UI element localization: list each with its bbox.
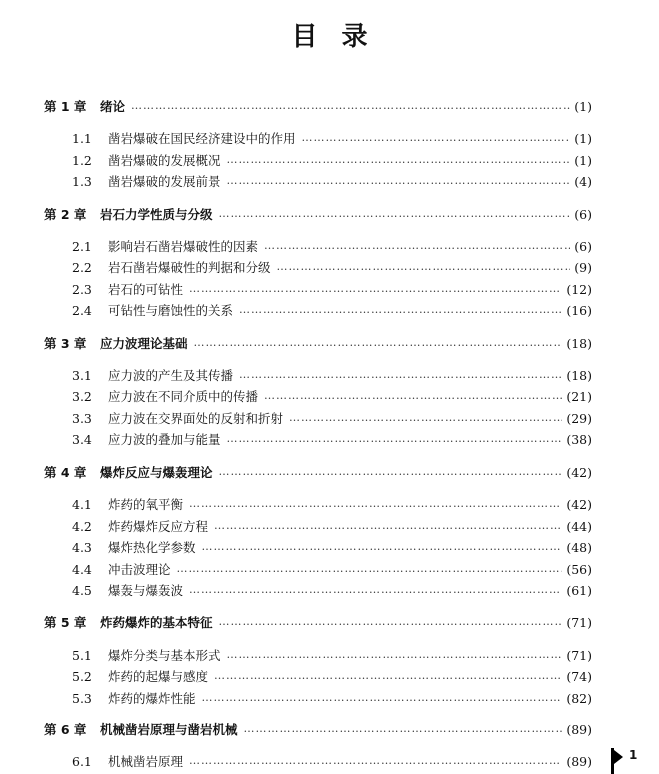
toc-section-row[interactable] xyxy=(72,172,592,190)
page-ref: (89) xyxy=(566,721,592,737)
section-title: 可钻性与磨蚀性的关系 xyxy=(108,303,234,318)
section-number: 2.2 xyxy=(72,259,92,275)
section-number: 3.2 xyxy=(72,388,92,404)
leader-dots xyxy=(227,430,563,448)
page-ref: (61) xyxy=(566,582,592,598)
section-title: 爆轰与爆轰波 xyxy=(108,583,184,598)
leader-dots xyxy=(227,172,571,190)
title-char-2: 录 xyxy=(341,22,368,52)
page-ref: (42) xyxy=(566,496,592,512)
section-title: 凿岩爆破的发展前景 xyxy=(108,174,221,189)
section-number: 6.1 xyxy=(72,753,92,769)
leader-dots xyxy=(189,752,562,770)
section-title: 影响岩石凿岩爆破性的因素 xyxy=(108,239,259,254)
section-number: 2.4 xyxy=(72,302,92,318)
page-ref: (12) xyxy=(566,281,592,297)
section-title: 炸药爆炸反应方程 xyxy=(108,519,209,534)
toc-section-row[interactable] xyxy=(72,387,592,405)
toc-section-row[interactable] xyxy=(72,151,592,169)
leader-dots xyxy=(202,538,563,556)
toc-section-row[interactable] xyxy=(72,409,592,427)
leader-dots xyxy=(289,409,562,427)
toc-section-row[interactable] xyxy=(72,280,592,298)
page-ref: (48) xyxy=(566,539,592,555)
leader-dots xyxy=(131,97,570,115)
chapter-title: 炸药爆炸的基本特征 xyxy=(100,615,213,630)
page-ref: (6) xyxy=(574,206,592,222)
page-ref: (6) xyxy=(574,238,592,254)
page-ref: (1) xyxy=(574,130,592,146)
page-ref: (82) xyxy=(566,690,592,706)
section-title: 应力波在交界面处的反射和折射 xyxy=(108,411,284,426)
section-number: 5.3 xyxy=(72,690,92,706)
toc-chapter-row[interactable] xyxy=(44,613,592,631)
toc-section-row[interactable] xyxy=(72,517,592,535)
section-title: 机械凿岩原理 xyxy=(108,754,184,769)
page-ref: (71) xyxy=(566,647,592,663)
section-title: 爆炸热化学参数 xyxy=(108,540,196,555)
toc-chapter-row[interactable] xyxy=(44,463,592,481)
page-ref: (1) xyxy=(574,152,592,168)
toc-section-row[interactable] xyxy=(72,581,592,599)
leader-dots xyxy=(227,151,571,169)
toc-section-row[interactable] xyxy=(72,689,592,707)
page-ref: (89) xyxy=(566,753,592,769)
leader-dots xyxy=(214,517,562,535)
leader-dots xyxy=(219,205,571,223)
leader-dots xyxy=(264,387,562,405)
chapter-number: 第 6 章 xyxy=(44,722,87,737)
toc-section-row[interactable] xyxy=(72,129,592,147)
toc-chapter-row[interactable] xyxy=(44,205,592,223)
leader-dots xyxy=(239,366,562,384)
section-number: 4.3 xyxy=(72,539,92,555)
leader-dots xyxy=(302,129,571,147)
chapter-title: 应力波理论基础 xyxy=(100,336,188,351)
toc-section-row[interactable] xyxy=(72,430,592,448)
section-number: 4.5 xyxy=(72,582,92,598)
toc-section-row[interactable] xyxy=(72,258,592,276)
section-number: 3.1 xyxy=(72,367,92,383)
section-number: 3.3 xyxy=(72,410,92,426)
page-ref: (16) xyxy=(566,302,592,318)
leader-dots xyxy=(239,301,562,319)
page-ref: (21) xyxy=(566,388,592,404)
page-ref: (71) xyxy=(566,614,592,630)
section-title: 凿岩爆破在国民经济建设中的作用 xyxy=(108,131,296,146)
leader-dots xyxy=(177,560,563,578)
section-number: 5.2 xyxy=(72,668,92,684)
section-title: 炸药的起爆与感度 xyxy=(108,669,209,684)
page-ref: (29) xyxy=(566,410,592,426)
toc-section-row[interactable] xyxy=(72,667,592,685)
section-title: 冲击波理论 xyxy=(108,562,171,577)
page-ref: (4) xyxy=(574,173,592,189)
title-char-1: 目 xyxy=(291,22,318,52)
section-title: 炸药的氧平衡 xyxy=(108,497,184,512)
page-number: 1 xyxy=(629,748,638,762)
section-number: 4.1 xyxy=(72,496,92,512)
leader-dots xyxy=(219,463,563,481)
chapter-title: 机械凿岩原理与凿岩机械 xyxy=(100,722,238,737)
toc-section-row[interactable] xyxy=(72,752,592,770)
toc-chapter-row[interactable] xyxy=(44,720,592,738)
page-ref: (56) xyxy=(566,561,592,577)
leader-dots xyxy=(227,646,563,664)
leader-dots xyxy=(264,237,570,255)
page-ref: (44) xyxy=(566,518,592,534)
chapter-number: 第 1 章 xyxy=(44,99,87,114)
section-title: 应力波的叠加与能量 xyxy=(108,432,221,447)
section-title: 凿岩爆破的发展概况 xyxy=(108,153,221,168)
leader-dots xyxy=(194,334,563,352)
section-number: 1.2 xyxy=(72,152,92,168)
leader-dots xyxy=(189,581,562,599)
section-number: 5.1 xyxy=(72,647,92,663)
section-title: 应力波的产生及其传播 xyxy=(108,368,234,383)
section-title: 爆炸分类与基本形式 xyxy=(108,648,221,663)
toc-section-row[interactable] xyxy=(72,366,592,384)
leader-dots xyxy=(277,258,571,276)
page-marker-triangle-icon xyxy=(614,750,623,764)
section-number: 2.1 xyxy=(72,238,92,254)
chapter-number: 第 2 章 xyxy=(44,207,87,222)
toc-chapter-row[interactable] xyxy=(44,334,592,352)
leader-dots xyxy=(244,720,563,738)
toc-section-row[interactable] xyxy=(72,237,592,255)
section-title: 应力波在不同介质中的传播 xyxy=(108,389,259,404)
leader-dots xyxy=(189,495,562,513)
toc-section-row[interactable] xyxy=(72,495,592,513)
toc-section-row[interactable] xyxy=(72,301,592,319)
chapter-title: 岩石力学性质与分级 xyxy=(100,207,213,222)
chapter-number: 第 3 章 xyxy=(44,336,87,351)
section-number: 2.3 xyxy=(72,281,92,297)
page-ref: (18) xyxy=(566,335,592,351)
section-number: 4.4 xyxy=(72,561,92,577)
page-ref: (18) xyxy=(566,367,592,383)
toc-section-row[interactable] xyxy=(72,646,592,664)
leader-dots xyxy=(202,689,563,707)
page-ref: (9) xyxy=(574,259,592,275)
page-ref: (42) xyxy=(566,464,592,480)
toc-section-row[interactable] xyxy=(72,560,592,578)
page-corner-marker xyxy=(609,748,649,774)
chapter-title: 爆炸反应与爆轰理论 xyxy=(100,465,213,480)
toc-section-row[interactable] xyxy=(72,538,592,556)
leader-dots xyxy=(189,280,562,298)
section-number: 3.4 xyxy=(72,431,92,447)
section-number: 1.3 xyxy=(72,173,92,189)
section-number: 1.1 xyxy=(72,130,92,146)
section-number: 4.2 xyxy=(72,518,92,534)
leader-dots xyxy=(219,613,563,631)
chapter-title: 绪论 xyxy=(100,99,126,114)
page-ref: (74) xyxy=(566,668,592,684)
section-title: 炸药的爆炸性能 xyxy=(108,691,196,706)
page-ref: (1) xyxy=(574,98,592,114)
page-ref: (38) xyxy=(566,431,592,447)
chapter-number: 第 4 章 xyxy=(44,465,87,480)
section-title: 岩石凿岩爆破性的判据和分级 xyxy=(108,260,271,275)
leader-dots xyxy=(214,667,562,685)
chapter-number: 第 5 章 xyxy=(44,615,87,630)
section-title: 岩石的可钻性 xyxy=(108,282,184,297)
toc-chapter-row[interactable] xyxy=(44,97,592,115)
